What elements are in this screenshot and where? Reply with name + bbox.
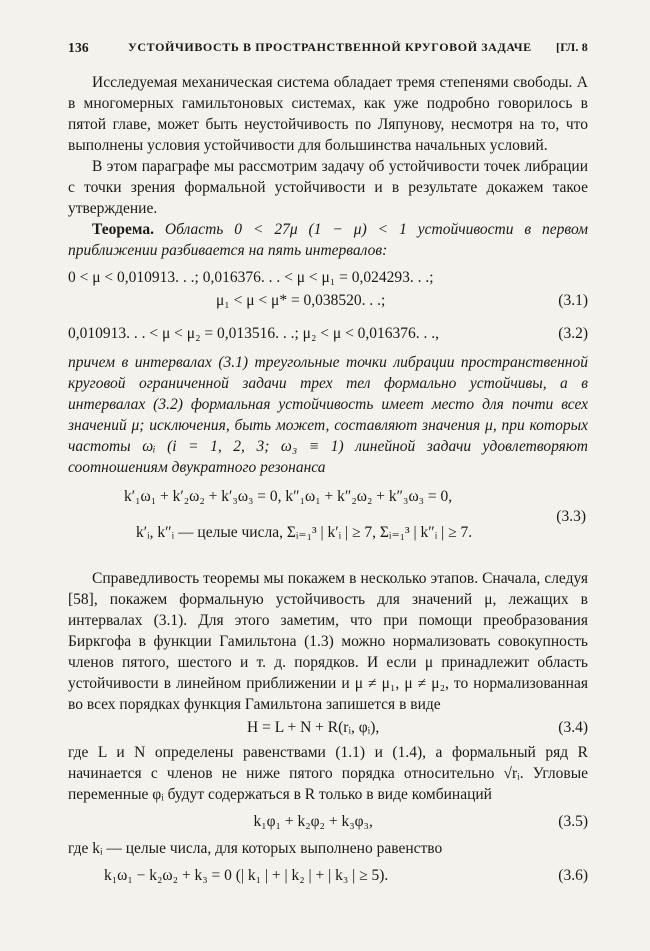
equation-3-1-line-1: 0 < μ < 0,010913. . .; 0,016376. . . < μ < μ₁ = 0,024293. . .;	[68, 269, 434, 286]
equation-3-3-line-1: k′₁ω₁ + k′₂ω₂ + k′₃ω₃ = 0, k″₁ω₁ + k″₂ω₂ + k″₃ω₃ = 0,	[124, 488, 453, 505]
equation-3-5: k₁φ₁ + k₂φ₂ + k₃φ₃, (3.5)	[253, 813, 588, 830]
equation-number-3-1: (3.1)	[558, 292, 588, 309]
equation-number-3-6: (3.6)	[558, 867, 588, 884]
equation-number-3-5: (3.5)	[558, 813, 588, 830]
equation-3-6: k₁ω₁ − k₂ω₂ + k₃ = 0 (| k₁ | + | k₂ | + | k₃ | ≥ 5). (3.6)	[104, 867, 588, 884]
paragraph-3: Справедливость теоремы мы покажем в несколько этапов. Сначала, следуя [58], покажем формальную устойчивость для значений μ, лежащих в интервалах (3.1). Для этого заметим, что при помощи преобразования Биркгофа в функции Гамильтона (1.3) можно нормализовать совокупность членов пятого, шестого и т. д. порядков. И если μ принадлежит область устойчивости в линейном приближении и μ ≠ μ₁, μ ≠ μ₂, то нормализованная во всех порядках функция Гамильтона запишется в виде	[68, 570, 588, 713]
page-number: 136	[68, 40, 89, 55]
page-body	[68, 72, 588, 886]
equation-number-3-3: (3.3)	[556, 508, 586, 525]
equation-number-3-2: (3.2)	[558, 325, 588, 342]
theorem	[68, 219, 588, 261]
paragraph-4: где L и N определены равенствами (1.1) и (1.4), а формальный ряд R начинается с членов не ниже пятого порядка относительно √rᵢ. Угловые переменные φᵢ будут содержаться в R только в виде комбинаций	[68, 744, 588, 803]
paragraph-5: где kᵢ — целые числа, для которых выполнено равенство	[68, 840, 443, 857]
theorem-continuation: причем в интервалах (3.1) треугольные точки либрации пространственной круговой ограниченной задачи трех тел формально устойчивы, а в интервалах (3.2) формальная устойчивость имеет место для почти всех значений μ; исключения, быть может, составляют значения μ, при которых частоты ωᵢ (i = 1, 2, 3; ω₃ ≡ 1) линейной задачи удовлетворяют соотношениям двукратного резонанса	[68, 354, 588, 476]
paragraph-1: Исследуемая механическая система обладает тремя степенями свободы. А в многомерных гамильтоновых системах, как уже подробно говорилось в пятой главе, может быть неустойчивость по Ляпунову, несмотря на то, что выполнены условия устойчивости для большинства начальных условий.	[68, 74, 588, 154]
equation-3-1-line-2: μ₁ < μ < μ* = 0,038520. . .; (3.1)	[216, 292, 588, 309]
paragraph-2: В этом параграфе мы рассмотрим задачу об устойчивости точек либрации с точки зрения формальной устойчивости и в результате докажем такое утверждение.	[68, 158, 588, 217]
theorem-statement: Область 0 < 27μ (1 − μ) < 1 устойчивости в первом приближении разбивается на пять интервалов:	[68, 221, 588, 259]
theorem-label: Теорема.	[92, 221, 154, 238]
running-header	[68, 40, 588, 64]
equation-3-4: H = L + N + R(rᵢ, φᵢ), (3.4)	[247, 719, 588, 736]
equation-3-3-line-2: k′ᵢ, k″ᵢ — целые числа, Σᵢ₌₁³ | k′ᵢ | ≥ 7, Σᵢ₌₁³ | k″ᵢ | ≥ 7.	[136, 524, 473, 541]
equation-3-3	[68, 484, 588, 564]
running-title: УСТОЙЧИВОСТЬ В ПРОСТРАНСТВЕННОЙ КРУГОВОЙ ЗАДАЧЕ	[128, 40, 532, 54]
equation-3-2: 0,010913. . . < μ < μ₂ = 0,013516. . .; μ₂ < μ < 0,016376. . ., (3.2)	[68, 325, 588, 342]
chapter-marker: [ГЛ. 8	[556, 40, 588, 54]
equation-number-3-4: (3.4)	[558, 719, 588, 736]
